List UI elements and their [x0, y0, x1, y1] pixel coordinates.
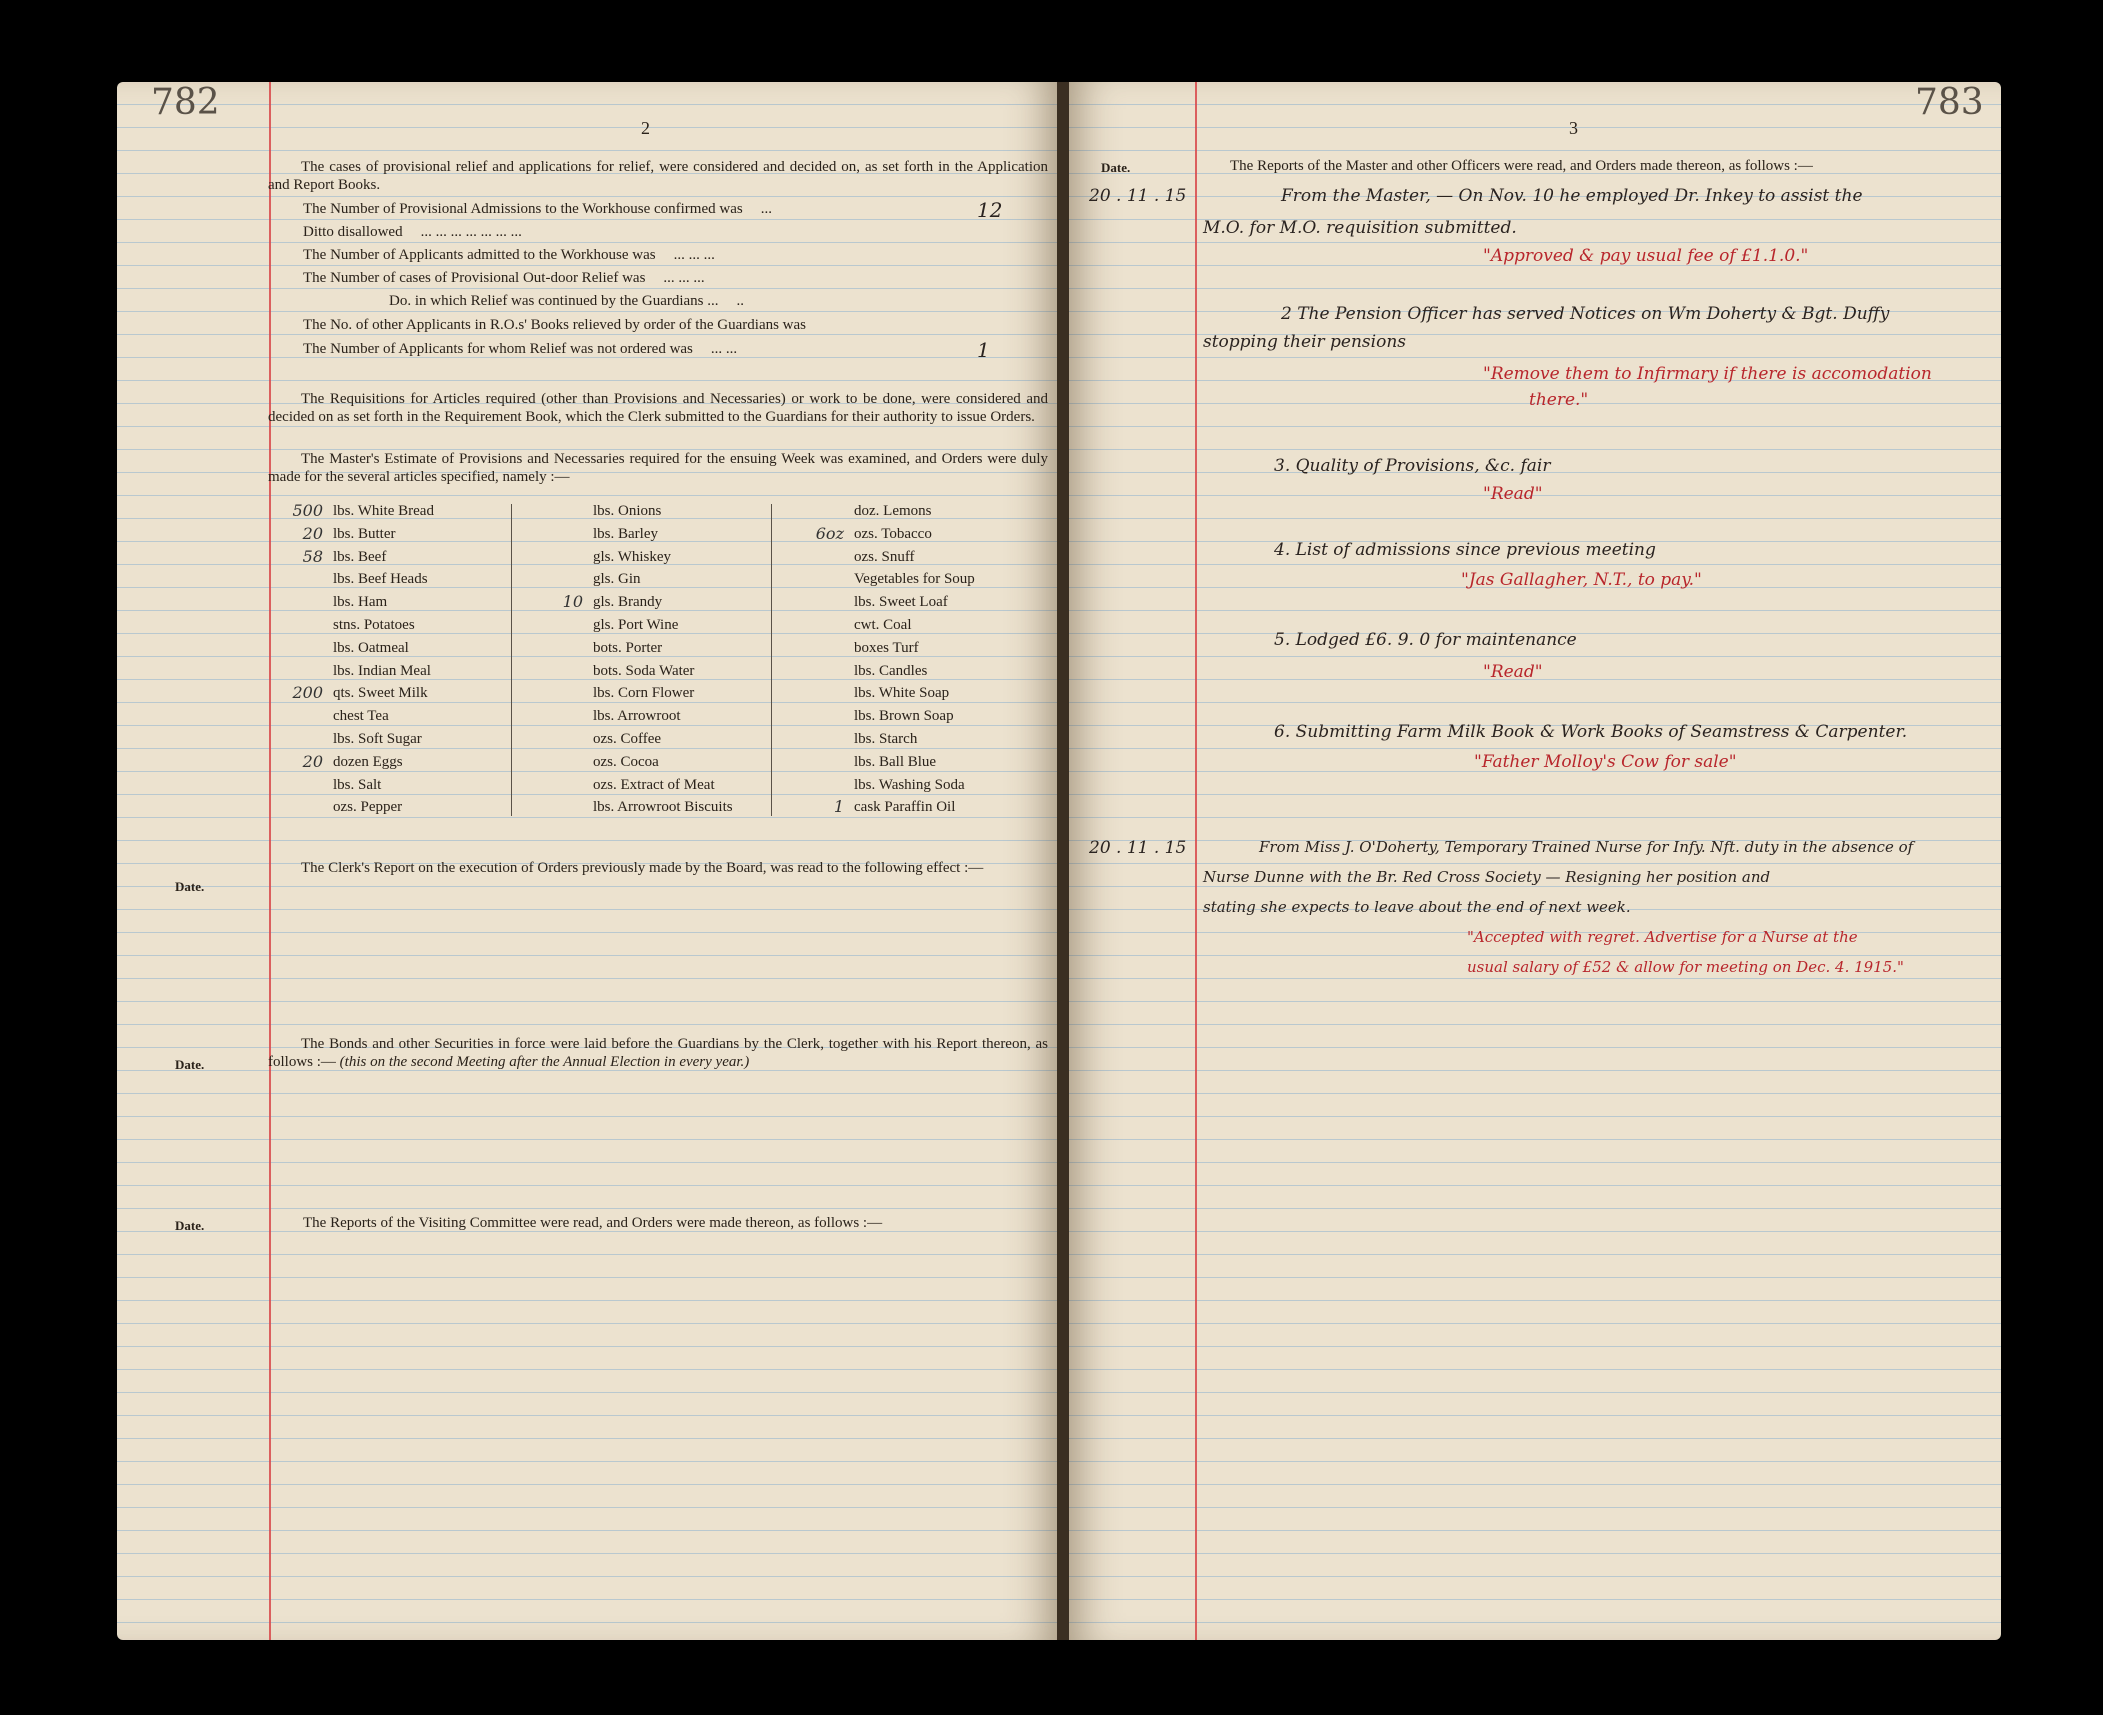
provision-row [854, 637, 975, 660]
provisions-column-3 [815, 500, 975, 819]
provision-row [854, 614, 975, 637]
date-label: Date. [175, 879, 205, 894]
provision-row [302, 546, 434, 569]
provision-row [593, 796, 733, 819]
provision-item: gls. Brandy [593, 594, 663, 611]
relief-intro: The cases of provisional relief and applications for relief, were considered and decided on, as set forth in the Application and Report Books. [268, 159, 1048, 193]
officers-heading: The Reports of the Master and other Officers were read, and Orders made thereon, as follows :— [1230, 158, 1813, 174]
provision-row [593, 637, 733, 660]
provision-row [854, 568, 975, 591]
provision-item: bots. Soda Water [593, 662, 695, 679]
provision-quantity: 200 [292, 683, 323, 703]
provision-row [333, 614, 434, 637]
provision-item: bots. Porter [593, 639, 663, 656]
relief-line-text: Ditto disallowed [303, 224, 403, 240]
provision-row [854, 682, 975, 705]
provision-item: ozs. Snuff [854, 548, 915, 565]
provision-item: cask Paraffin Oil [854, 799, 956, 816]
relief-value: 12 [977, 198, 1003, 222]
provision-row [593, 500, 733, 523]
relief-value: 1 [977, 338, 990, 362]
leader-dots: .. [736, 293, 745, 309]
provisions-column-2 [562, 500, 733, 819]
visiting-report: The Reports of the Visiting Committee were read, and Orders were made thereon, as follows :— [303, 1215, 883, 1231]
order-text: "Read" [1483, 662, 1543, 682]
column-divider [511, 504, 512, 816]
left-page [117, 82, 1057, 1640]
date-label: Date. [175, 1057, 205, 1072]
provision-item: lbs. Indian Meal [333, 662, 431, 679]
provision-item: ozs. Pepper [333, 799, 403, 816]
provision-row [333, 637, 434, 660]
entry-line: From Miss J. O'Doherty, Temporary Trained Nurse for Infy. Nft. duty in the absence of [1259, 838, 1914, 856]
page-number: 3 [1569, 118, 1578, 138]
leader-dots: ... [760, 201, 772, 217]
relief-line [303, 269, 705, 288]
provision-row [593, 751, 733, 774]
provision-item: ozs. Tobacco [854, 525, 932, 542]
provision-item: lbs. Oatmeal [333, 639, 409, 656]
leader-dots: ... ... [710, 341, 738, 357]
provision-row [854, 500, 975, 523]
order-text: usual salary of £52 & allow for meeting on Dec. 4. 1915." [1467, 958, 1904, 976]
order-text: "Remove them to Infirmary if there is accomodation [1483, 364, 1932, 384]
page-number: 2 [641, 118, 650, 138]
provision-row [593, 705, 733, 728]
entry-line: Nurse Dunne with the Br. Red Cross Society — Resigning her position and [1203, 868, 1771, 886]
provision-item: stns. Potatoes [333, 616, 415, 633]
provision-item: ozs. Coffee [593, 730, 662, 747]
provision-item: doz. Lemons [854, 503, 932, 519]
provision-item: lbs. Soft Sugar [333, 730, 422, 747]
provision-item: lbs. Starch [854, 730, 918, 747]
margin-rule [1195, 82, 1197, 1640]
provision-row [854, 705, 975, 728]
book-gutter [1057, 82, 1069, 1640]
relief-line [303, 340, 737, 359]
entry-line: 6. Submitting Farm Milk Book & Work Books of Seamstress & Carpenter. [1274, 722, 1908, 742]
provision-row [302, 523, 434, 546]
provision-quantity: 500 [292, 501, 323, 520]
provision-item: lbs. Corn Flower [593, 685, 695, 702]
right-page [1069, 82, 2001, 1640]
provision-row [292, 682, 434, 705]
provision-row [333, 796, 434, 819]
provision-item: cwt. Coal [854, 616, 912, 633]
provision-item: lbs. Sweet Loaf [854, 594, 948, 611]
provision-row [333, 705, 434, 728]
provision-item: lbs. Arrowroot Biscuits [593, 799, 733, 816]
provision-row [593, 614, 733, 637]
provision-row [854, 728, 975, 751]
relief-line [303, 246, 715, 265]
provision-row [302, 751, 434, 774]
entry-line: 3. Quality of Provisions, &c. fair [1274, 456, 1551, 476]
provision-row [333, 591, 434, 614]
provision-item: lbs. Beef Heads [333, 571, 428, 588]
clerk-report: The Clerk's Report on the execution of Orders previously made by the Board, was read to the following effect :— [301, 860, 984, 876]
order-text: "Approved & pay usual fee of £1.1.0." [1483, 246, 1809, 266]
provision-row [333, 660, 434, 683]
provision-item: gls. Whiskey [593, 548, 672, 565]
entry-line: 2 The Pension Officer has served Notices on Wm Doherty & Bgt. Duffy [1281, 304, 1890, 324]
provision-item: lbs. Ham [333, 594, 388, 611]
provision-item: lbs. Butter [333, 525, 396, 542]
folio-number: 782 [151, 82, 220, 123]
provision-item: gls. Gin [593, 571, 641, 588]
requisitions-paragraph: The Requisitions for Articles required (other than Provisions and Necessaries) or work to be done, were considered and decided on as set forth in the Requirement Book, which the Clerk submitted to the Guardians for their authority to issue Orders. [268, 391, 1048, 425]
estimate-paragraph: The Master's Estimate of Provisions and Necessaries required for the ensuing Week was examined, and Orders were duly made for the several articles specified, namely :— [268, 451, 1048, 485]
provision-quantity: 10 [562, 592, 583, 612]
provision-row [854, 546, 975, 569]
provision-item: lbs. Brown Soap [854, 708, 954, 725]
relief-line-text: Do. in which Relief was continued by the Guardians ... [389, 293, 719, 309]
provision-item: lbs. Salt [333, 776, 382, 793]
provision-row [593, 546, 733, 569]
provision-item: lbs. White Soap [854, 685, 950, 702]
leader-dots: ... ... ... ... ... ... ... [420, 224, 522, 240]
provision-row [593, 660, 733, 683]
provision-item: ozs. Cocoa [593, 753, 659, 770]
relief-line-text: The No. of other Applicants in R.O.s' Books relieved by order of the Guardians was [303, 317, 807, 333]
provision-row [833, 796, 975, 819]
provision-row [854, 774, 975, 797]
entry-line: 4. List of admissions since previous meeting [1274, 540, 1656, 560]
provision-row [854, 751, 975, 774]
provision-item: lbs. Ball Blue [854, 753, 937, 770]
provision-item: boxes Turf [854, 639, 919, 656]
relief-line [303, 316, 824, 335]
provision-row [593, 523, 733, 546]
entry-line: M.O. for M.O. requisition submitted. [1203, 218, 1517, 238]
provision-quantity: 20 [302, 523, 323, 543]
relief-line [389, 292, 744, 311]
provision-item: gls. Port Wine [593, 616, 679, 633]
provision-row [815, 523, 975, 546]
provision-row [593, 728, 733, 751]
leader-dots: ... ... ... [663, 270, 705, 286]
provision-row [333, 568, 434, 591]
provision-row [854, 660, 975, 683]
entry-line: From the Master, — On Nov. 10 he employed Dr. Inkey to assist the [1281, 186, 1863, 206]
provision-item: lbs. Candles [854, 662, 928, 679]
leader-dots: ... ... ... [673, 247, 715, 263]
bonds-report: The Bonds and other Securities in force were laid before the Guardians by the Clerk, together with his Report thereon, as follows :— (this on the second Meeting after the Annual Election in every year.) [268, 1036, 1048, 1070]
provision-quantity: 1 [833, 797, 844, 817]
entry-line: stopping their pensions [1203, 332, 1406, 352]
provisions-table [117, 500, 1057, 830]
order-text: "Accepted with regret. Advertise for a Nurse at the [1467, 928, 1858, 946]
provision-item: ozs. Extract of Meat [593, 776, 715, 793]
provision-item: qts. Sweet Milk [333, 685, 428, 702]
order-text: "Jas Gallagher, N.T., to pay." [1461, 570, 1702, 590]
provision-quantity: 20 [302, 751, 323, 771]
entry-date: 20 . 11 . 15 [1089, 838, 1187, 858]
order-text: "Father Molloy's Cow for sale" [1474, 752, 1737, 772]
provision-item: dozen Eggs [333, 753, 403, 770]
date-label: Date. [1101, 160, 1131, 175]
provision-row [593, 682, 733, 705]
provision-quantity: 6oz [815, 523, 844, 543]
entry-line: 5. Lodged £6. 9. 0 for maintenance [1274, 630, 1577, 650]
provision-item: lbs. White Bread [333, 503, 434, 519]
entry-line: stating she expects to leave about the end of next week. [1203, 898, 1631, 916]
provision-row [854, 591, 975, 614]
provision-row [292, 500, 434, 523]
provision-row [562, 591, 733, 614]
folio-number: 783 [1915, 82, 1984, 123]
provision-item: lbs. Washing Soda [854, 776, 965, 793]
relief-line [303, 223, 522, 242]
provision-item: lbs. Beef [333, 548, 387, 565]
relief-line [303, 200, 772, 219]
provision-quantity: 58 [302, 546, 323, 566]
relief-line-text: The Number of Applicants admitted to the Workhouse was [303, 247, 656, 263]
provision-row [333, 728, 434, 751]
date-label: Date. [175, 1218, 205, 1233]
order-text: "Read" [1483, 484, 1543, 504]
entry-date: 20 . 11 . 15 [1089, 186, 1187, 206]
provision-row [593, 774, 733, 797]
provision-item: Vegetables for Soup [854, 571, 975, 588]
relief-line-text: The Number of cases of Provisional Out-door Relief was [303, 270, 646, 286]
provision-item: lbs. Barley [593, 525, 658, 542]
relief-line-text: The Number of Applicants for whom Relief was not ordered was [303, 341, 693, 357]
relief-line-text: The Number of Provisional Admissions to the Workhouse confirmed was [303, 201, 743, 217]
provision-item: lbs. Onions [593, 503, 662, 519]
provisions-column-1 [292, 500, 434, 819]
provision-row [593, 568, 733, 591]
column-divider [771, 504, 772, 816]
provision-item: chest Tea [333, 708, 389, 725]
order-text: there." [1529, 390, 1589, 410]
provision-item: lbs. Arrowroot [593, 708, 681, 725]
bonds-note: (this on the second Meeting after the Annual Election in every year.) [339, 1054, 750, 1070]
provision-row [333, 774, 434, 797]
